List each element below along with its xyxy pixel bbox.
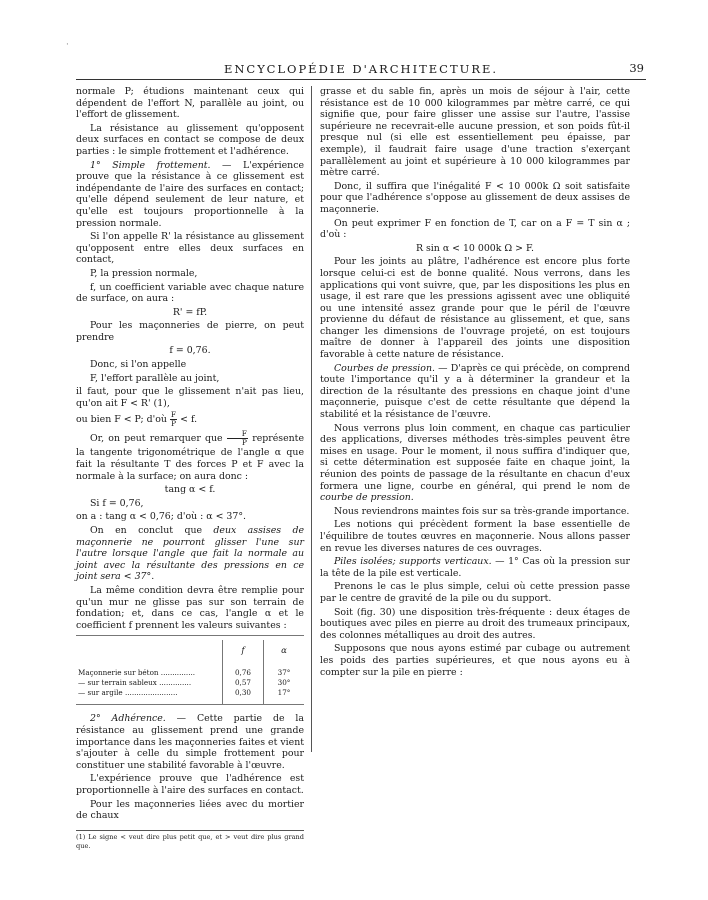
paragraph: La même condition devra être remplie pour qu'un mur ne glisse pas sur son terrain de fondation; et, dans ce cas, l'angle α et le coefficient f prennent les valeurs suivantes : <box>76 584 304 631</box>
equation: Si f = 0,76, <box>90 497 144 509</box>
equation: f = 0,76. <box>169 345 211 357</box>
column-divider <box>311 86 312 752</box>
paragraph: Pour les joints au plâtre, l'adhérence est encore plus forte lorsque celui-ci est de bonne qualité. Nous verrons, dans les applications qui vont suivre, que, par les dispositions les plus en usage, il est rare que les pressions agissent avec une obliquité ou une intensité assez grande pour que le péril de l'œuvre provienne du défaut de résistance au glissement, et que, sans changer les dimensions de l'ouvrage projeté, on est toujours maître de donner à l'appareil des joints une disposition favorable à cette nature de résistance. <box>320 256 630 361</box>
paragraph: 1° Simple frottement. — L'expérience prouve que la résistance à ce glissement est indépendante de l'aire des surfaces en contact; qu'elle dépend seulement de leur nature, et qu'elle est toujours proportionnelle à la pression normale. <box>76 159 305 229</box>
left-column <box>76 86 304 851</box>
section-heading: 1° Simple frottement. <box>90 159 211 171</box>
paragraph: F, l'effort parallèle au joint, <box>90 372 220 384</box>
paragraph: La résistance au glissement qu'opposent deux surfaces en contact se compose de deux parties : le simple frottement et l'adhérence. <box>76 122 304 157</box>
scan-mark: · <box>66 40 69 50</box>
paragraph: grasse et du sable fin, après un mois de séjour à l'air, cette résistance est de 10 000 kilogrammes par mètre carré, ce qui signifie que, pour faire glisser une assise sur l'autre, l'assise supérieure ne recevrait-elle aucune pression, et son poids fût-il presque nul (si elle est essentiellement peu épaisse, par exemple), il faudrait faire usage d'une traction s'exerçant parallèlement au joint et supérieure à 10 000 kilogrammes par mètre carré. <box>320 86 630 179</box>
paragraph: Nous reviendrons maintes fois sur sa très-grande importance. <box>334 505 630 517</box>
footnote: (1) Le signe < veut dire plus petit que, et > veut dire plus grand que. <box>76 830 304 851</box>
section-heading: Courbes de pression. <box>334 362 435 374</box>
section-heading: 2° Adhérence. <box>90 713 166 725</box>
paragraph: f, un coefficient variable avec chaque nature de surface, on aura : <box>76 281 304 305</box>
paragraph: Les notions qui précèdent forment la base essentielle de l'équilibre de toutes œuvres en maçonnerie. Nous allons passer en revue les diverses natures de ces ouvrages. <box>320 519 630 554</box>
paragraph: 2° Adhérence. — Cette partie de la résistance au glissement prend une grande importance dans les maçonneries faites et vient s'ajouter à celle du simple frottement pour constituer une stabilité favorable à l'œuvre. <box>76 713 304 771</box>
paragraph: ou bien F < P; d'où $\frac{F}{P}$ < f. <box>76 410 198 429</box>
right-column <box>320 86 630 680</box>
paragraph: Prenons le cas le plus simple, celui où cette pression passe par le centre de gravité de la pile ou du support. <box>320 581 630 604</box>
running-title: ENCYCLOPÉDIE D'ARCHITECTURE. <box>223 62 499 76</box>
table-row: — sur argile ....................... 0,30 17° <box>76 688 304 698</box>
fraction: $\frac{F}{P}$ <box>170 410 177 429</box>
page-number: 39 <box>629 61 644 75</box>
page-header <box>76 62 646 78</box>
paragraph: normale P; étudions maintenant ceux qui dépendent de l'effort N, parallèle au joint, ou l'effort de glissement. <box>76 86 304 121</box>
section-heading: Piles isolées; supports verticaux. <box>334 556 492 568</box>
paragraph: Piles isolées; supports verticaux. — 1° Cas où la pression sur la tête de la pile est verticale. <box>320 556 630 579</box>
equation: R' = fP. <box>172 306 208 318</box>
paragraph: Supposons que nous ayons estimé par cubage ou autrement les poids des parties supérieures, et que nous ayons eu à compter sur la pile en pierre : <box>320 643 630 678</box>
paragraph: On en conclut que deux assises de maçonnerie ne pourront glisser l'une sur l'autre lorsque l'angle que fait la normale au joint avec la résultante des pressions en ce joint sera < 37°. <box>76 525 304 583</box>
paragraph: Nous verrons plus loin comment, en chaque cas particulier des applications, diverses méthodes très-simples peuvent être mises en usage. Pour le moment, il nous suffira d'indiquer que, si cette détermination est supposée faite en chaque joint, la réunion des points de passage de la résultante en chacun d'eux formera une ligne, courbe en général, qui prend le nom de courbe de pression. <box>320 422 630 504</box>
column-header: α <box>264 640 305 662</box>
paragraph: Pour les maçonneries de pierre, on peut prendre <box>76 320 304 343</box>
paragraph: Soit (fig. 30) une disposition très-fréquente : deux étages de boutiques avec piles en pierre au droit des trumeaux principaux, des colonnes métalliques au droit des autres. <box>320 606 630 641</box>
equation: tang α < f. <box>164 484 216 496</box>
paragraph: Pour les maçonneries liées avec du mortier de chaux <box>76 798 304 822</box>
equation: on a : tang α < 0,76; d'où : α < 37°. <box>76 511 247 523</box>
table-row: Maçonnerie sur béton ............... 0,76 37° <box>76 668 304 678</box>
column-header: f <box>223 640 264 662</box>
paragraph: P, la pression normale, <box>90 267 198 279</box>
paragraph: Or, on peut remarquer que $\frac{F}{P}$ représente la tangente trigonométrique de l'angle α que fait la résultante T des forces P et F avec la normale à la surface; on aura donc : <box>76 429 304 482</box>
table-row: — sur terrain sableux .............. 0,57 30° <box>76 678 304 688</box>
paragraph: Donc, si l'on appelle <box>90 359 187 371</box>
paragraph: il faut, pour que le glissement n'ait pas lieu, qu'on ait F < R' (1), <box>76 386 304 409</box>
paragraph: Donc, il suffira que l'inégalité F < 10 000k Ω soit satisfaite pour que l'adhérence s'oppose au glissement de deux assises de maçonnerie. <box>320 180 630 215</box>
table-header-row <box>76 640 304 662</box>
paragraph: Courbes de pression. — D'après ce qui précède, on comprend toute l'importance qu'il y a à déterminer la grandeur et la direction de la résultante des pressions en chaque joint d'une maçonnerie, puisque c'est de cette résultante que dépend la stabilité et la résistance de l'œuvre. <box>320 362 630 421</box>
paragraph: On peut exprimer F en fonction de T, car on a F = T sin α ; d'où : <box>320 217 630 241</box>
coefficient-table <box>76 635 304 705</box>
equation: R sin α < 10 000k Ω > F. <box>415 242 535 254</box>
fraction: $\frac{F}{P}$ <box>227 430 248 447</box>
paragraph: L'expérience prouve que l'adhérence est proportionnelle à l'aire des surfaces en contact. <box>76 773 304 796</box>
header-rule <box>76 79 646 80</box>
paragraph: Si l'on appelle R' la résistance au glissement qu'opposent entre elles deux surfaces en contact, <box>76 231 304 266</box>
